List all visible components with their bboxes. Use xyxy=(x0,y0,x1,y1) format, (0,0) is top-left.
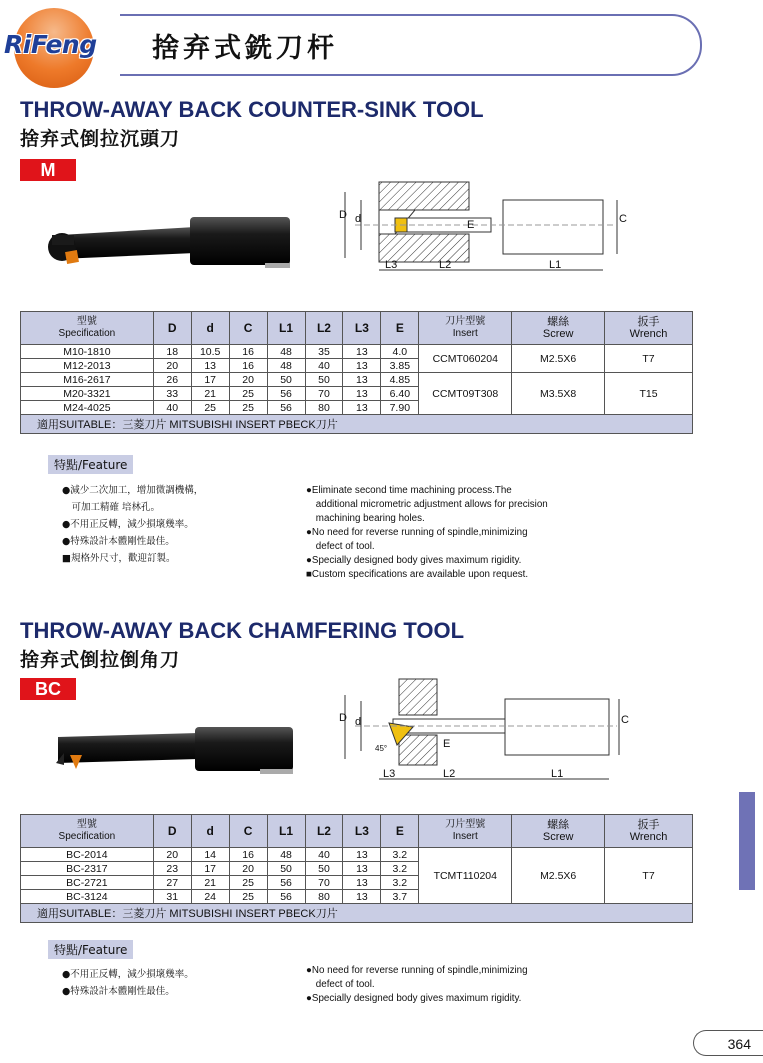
dim-C: C xyxy=(619,213,627,225)
section1-title-en: THROW-AWAY BACK COUNTER-SINK TOOL xyxy=(20,97,484,122)
dim-D: D xyxy=(339,712,347,724)
section1-features-zh: ●減少二次加工，增加微調機構， 可加工精確 培林孔。 ●不用正反轉，減少損壞幾率。 ●特殊設計本體剛性最佳。 ■規格外尺寸，歡迎訂製。 xyxy=(62,485,204,564)
section1-tool-photo xyxy=(40,215,300,285)
dim-E: E xyxy=(467,219,475,231)
section2-title-zh: 捨弃式倒拉倒角刀 xyxy=(20,649,181,671)
table-row: BC-2317 23 17 20 50 50 13 3.2 xyxy=(21,862,693,876)
dim-angle: 45° xyxy=(375,744,388,753)
dim-L3: L3 xyxy=(385,259,398,271)
table-header-row: 型號 Specification D d C L1 L2 L3 E 刀片型號 Insert 螺絲 Screw 扳手 Wrench xyxy=(21,815,693,848)
dim-D: D xyxy=(339,209,347,221)
page-number: 364 xyxy=(693,1030,763,1056)
dim-d: d xyxy=(355,716,362,728)
dim-L2: L2 xyxy=(439,259,452,271)
brand-logo: RiFeng xyxy=(4,30,97,59)
dim-d: d xyxy=(355,213,362,225)
section2-features-zh: ●不用正反轉，減少損壞幾率。 ●特殊設計本體剛性最佳。 xyxy=(62,969,194,997)
section2-feature-label: 特點/Feature xyxy=(48,940,133,959)
table-row: BC-3124 31 24 25 56 80 13 3.7 xyxy=(21,890,693,904)
section2-tool-photo xyxy=(50,725,300,785)
table-row: BC-2721 27 21 25 56 70 13 3.2 xyxy=(21,876,693,890)
dim-L1: L1 xyxy=(551,768,564,780)
table-footer-row: 適用SUITABLE：三菱刀片 MITSUBISHI INSERT PBECK刀片 xyxy=(21,415,693,434)
table-row: M24-4025 40 25 25 56 80 13 7.90 xyxy=(21,401,693,415)
section1-features-en: ●Eliminate second time machining process.The additional micrometric adjustment allows for precision machining bearing holes. ●No need for reverse running of spindle,minimizing defect of tool. ●Specially designed body gives maximum rigidity. ■Custom specifications are available upon request. xyxy=(306,485,548,580)
section1-diagram xyxy=(335,178,625,278)
section1-spec-table xyxy=(20,311,693,434)
page-title: 捨弃式銑刀杆 xyxy=(152,33,338,64)
section2-diagram xyxy=(335,675,629,785)
section2-tag: BC xyxy=(20,678,76,700)
section2-spec-table xyxy=(20,814,693,923)
table-row: M10-1810 18 10.5 16 48 35 13 4.0 CCMT060204 M2.5X6 T7 xyxy=(21,345,693,359)
section2-title-en: THROW-AWAY BACK CHAMFERING TOOL xyxy=(20,618,465,643)
dim-L3: L3 xyxy=(383,768,396,780)
side-tab-marker xyxy=(739,792,755,890)
table-footer-row: 適用SUITABLE：三菱刀片 MITSUBISHI INSERT PBECK刀片 xyxy=(21,904,693,923)
dim-E: E xyxy=(443,738,451,750)
table-header-row: 型號 Specification D d C L1 L2 L3 E 刀片型號 Insert 螺絲 Screw 扳手 Wrench xyxy=(21,312,693,345)
section2-features-en: ●No need for reverse running of spindle,minimizing defect of tool. ●Specially designed body gives maximum rigidity. xyxy=(306,965,528,1004)
section1-title-zh: 捨弃式倒拉沉頭刀 xyxy=(20,128,181,150)
dim-L1: L1 xyxy=(549,259,562,271)
table-row: BC-2014 20 14 16 48 40 13 3.2 TCMT110204 M2.5X6 T7 xyxy=(21,848,693,862)
table-row: M16-2617 26 17 20 50 50 13 4.85 CCMT09T308 M3.5X8 T15 xyxy=(21,373,693,387)
dim-L2: L2 xyxy=(443,768,456,780)
dim-C: C xyxy=(621,714,629,726)
table-row: M20-3321 33 21 25 56 70 13 6.40 xyxy=(21,387,693,401)
section1-feature-label: 特點/Feature xyxy=(48,455,133,474)
section1-tag: M xyxy=(20,159,76,181)
table-row: M12-2013 20 13 16 48 40 13 3.85 xyxy=(21,359,693,373)
